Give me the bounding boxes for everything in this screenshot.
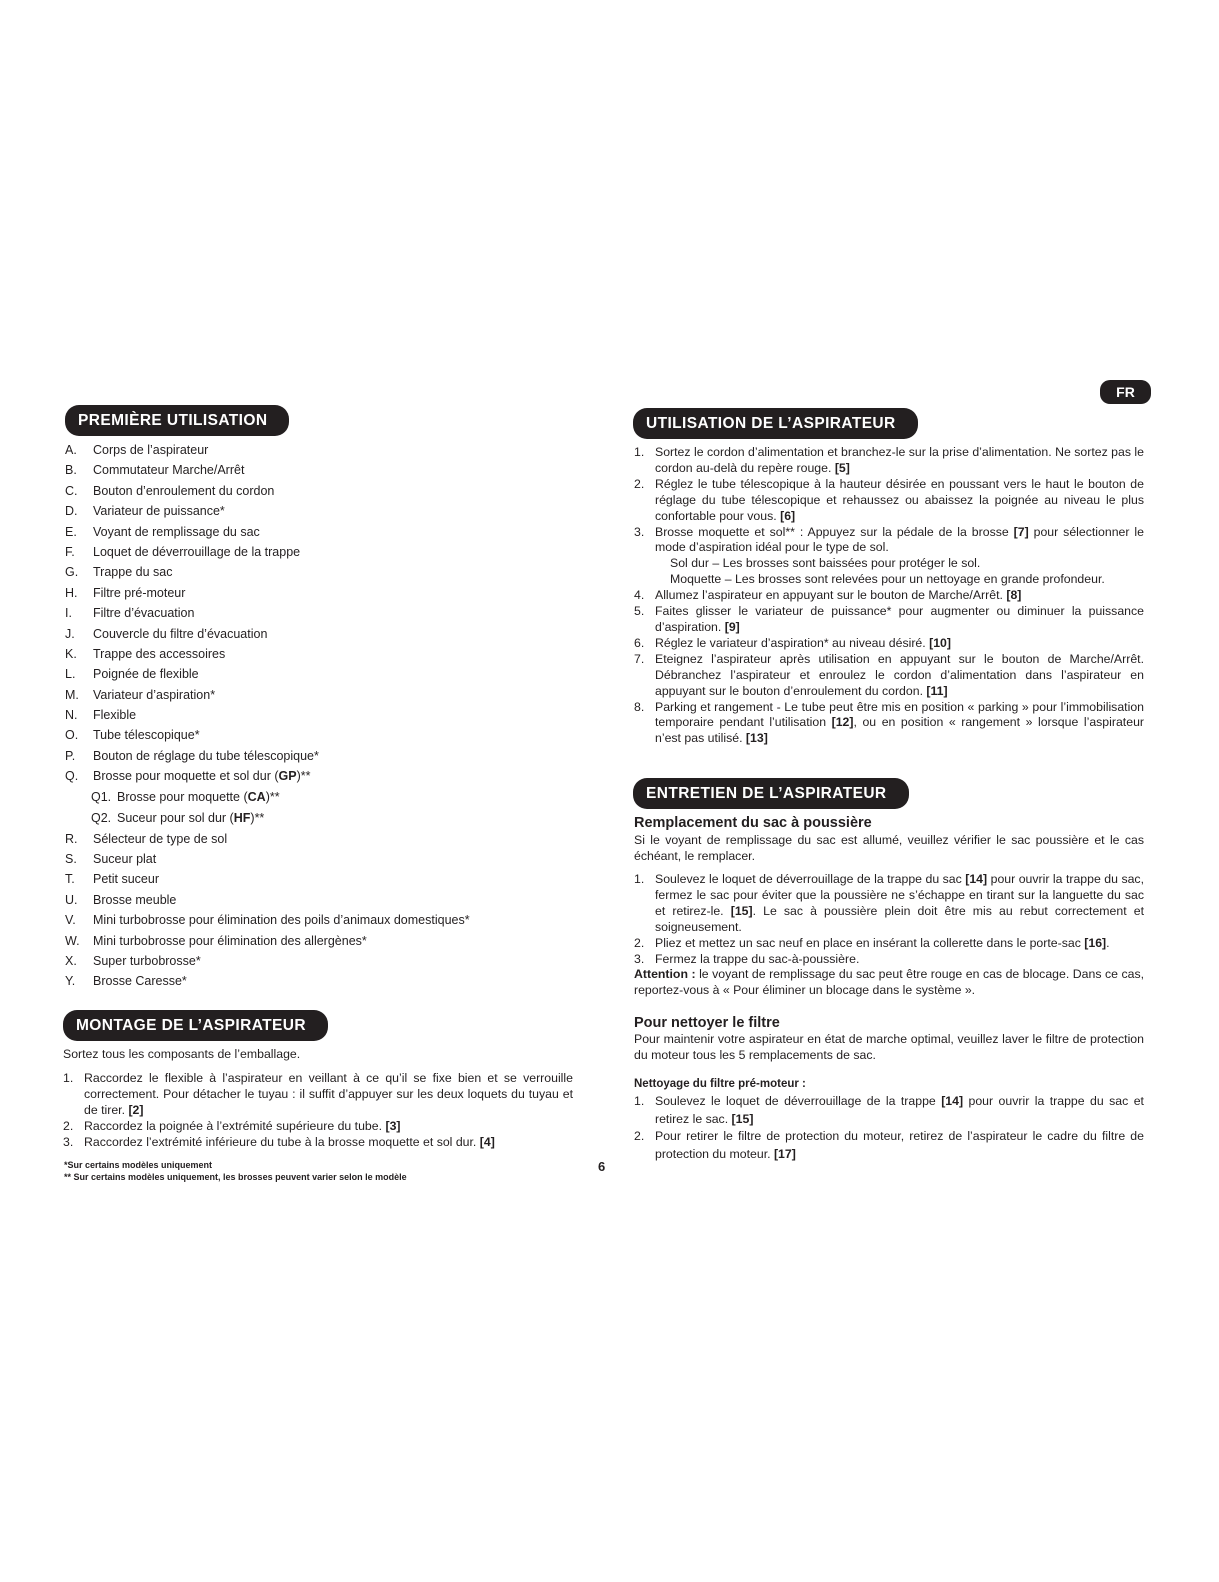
part-letter: I. [65, 606, 72, 621]
part-letter: Q1. [91, 789, 112, 804]
part-letter: N. [65, 708, 78, 723]
subheading-remplacement-sac: Remplacement du sac à poussière [634, 815, 872, 831]
part-label: Couvercle du filtre d’évacuation [93, 626, 268, 641]
floor-mode-hard: Sol dur – Les brosses sont baissées pour protéger le sol. [670, 556, 981, 571]
list-item: 2. Réglez le tube télescopique à la hauteur désirée en poussant vers le haut le bouton de réglage du tube télescopique et rehaussez ou abaissez la poignée au niveau le plus confortable pour vous. [6] [634, 476, 1144, 523]
part-letter: Q2. [91, 810, 112, 825]
part-label: Voyant de remplissage du sac [93, 524, 260, 539]
list-item [65, 830, 585, 850]
part-label: Suceur pour sol dur (HF)** [117, 810, 265, 825]
list-item: 3. Fermez la trappe du sac-à-poussière. [634, 951, 860, 966]
parts-list [65, 441, 585, 993]
list-item [65, 870, 585, 890]
part-label: Brosse pour moquette et sol dur (GP)** [93, 769, 311, 784]
montage-intro: Sortez tous les composants de l’emballage. [63, 1047, 301, 1061]
list-item [65, 706, 585, 726]
part-letter: W. [65, 933, 80, 948]
filtre-intro: Pour maintenir votre aspirateur en état de marche optimal, veuillez laver le filtre de protection du moteur tous les 5 remplacements de sac. [634, 1032, 1144, 1062]
part-label: Trappe des accessoires [93, 646, 226, 661]
list-item [65, 645, 585, 665]
part-letter: O. [65, 728, 79, 743]
part-label: Mini turbobrosse pour élimination des allergènes* [93, 933, 367, 948]
footnote: *Sur certains modèles uniquement [64, 1160, 213, 1170]
list-item [65, 972, 585, 992]
part-label: Filtre d’évacuation [93, 606, 195, 621]
part-label: Corps de l’aspirateur [93, 443, 209, 457]
list-item: 5. Faites glisser le variateur de puissance* pour augmenter ou diminuer la puissance d’aspiration. [9] [634, 604, 1144, 634]
section-heading-utilisation: UTILISATION DE L’ASPIRATEUR [633, 408, 918, 439]
part-label: Variateur de puissance* [93, 504, 225, 519]
part-label: Poignée de flexible [93, 667, 199, 682]
list-item [65, 747, 585, 767]
list-item: 3. Raccordez l’extrémité inférieure du tube à la brosse moquette et sol dur. [4] [63, 1134, 495, 1149]
part-letter: U. [65, 892, 78, 907]
page-number: 6 [598, 1159, 606, 1174]
list-item [65, 482, 585, 502]
list-item: 1. Soulevez le loquet de déverrouillage de la trappe [14] pour ouvrir la trappe du sac et retirez le sac. [15] [634, 1094, 1144, 1126]
utilisation-steps [634, 445, 1144, 747]
part-letter: Y. [65, 974, 76, 989]
part-letter: K. [65, 646, 77, 661]
list-item [65, 726, 585, 746]
language-tag: FR [1100, 380, 1151, 404]
nettoyage-steps [634, 1093, 1144, 1163]
part-letter: C. [65, 483, 78, 498]
part-label: Tube télescopique* [93, 728, 200, 743]
list-item [65, 809, 585, 830]
part-label: Filtre pré-moteur [93, 585, 186, 600]
list-item [65, 543, 585, 563]
list-item [65, 932, 585, 952]
part-label: Super turbobrosse* [93, 953, 201, 968]
part-label: Suceur plat [93, 852, 157, 867]
part-letter: Q. [65, 769, 79, 784]
part-label: Brosse pour moquette (CA)** [117, 789, 280, 804]
part-label: Mini turbobrosse pour élimination des poils d’animaux domestiques* [93, 913, 470, 928]
sac-steps [634, 872, 1144, 999]
list-item: 2. Pliez et mettez un sac neuf en place en insérant la collerette dans le porte-sac [16]. [634, 935, 1110, 950]
footnote: ** Sur certains modèles uniquement, les brosses peuvent varier selon le modèle [64, 1172, 407, 1182]
section-heading-entretien: ENTRETIEN DE L’ASPIRATEUR [633, 778, 909, 809]
list-item: 8. Parking et rangement - Le tube peut être mis en position « parking » pour l’immobilisation temporaire pendant l’utilisation [12], ou en position « rangement » lorsque l’aspirateur n’est pas utilisé. [13] [634, 699, 1144, 746]
list-item [65, 850, 585, 870]
list-item [65, 523, 585, 543]
list-item [65, 952, 585, 972]
part-label: Flexible [93, 708, 137, 723]
list-item: 4. Allumez l’aspirateur en appuyant sur le bouton de Marche/Arrêt. [8] [634, 588, 1022, 603]
list-item [65, 891, 585, 911]
list-item [65, 767, 585, 787]
part-label: Variateur d’aspiration* [93, 687, 216, 702]
list-item [65, 665, 585, 685]
part-letter: R. [65, 831, 78, 846]
list-item: 3. Brosse moquette et sol** : Appuyez sur la pédale de la brosse [7] pour sélectionner le mode d’aspiration idéal pour le type de sol. [634, 524, 1144, 555]
list-item: 7. Eteignez l’aspirateur après utilisation en appuyant sur le bouton de Marche/Arrêt. Débranchez l’aspirateur et enroulez le cordon d’alimentation dans l’aspirateur en appuyant sur le bouton d’enroulement du cordon. [11] [634, 651, 1144, 698]
list-item [65, 461, 585, 481]
part-label: Brosse meuble [93, 892, 177, 907]
list-item [65, 911, 585, 931]
part-letter: M. [65, 687, 79, 702]
part-label: Sélecteur de type de sol [93, 831, 228, 846]
list-item [65, 441, 585, 461]
section-heading-premiere-utilisation: PREMIÈRE UTILISATION [65, 405, 289, 436]
part-letter: D. [65, 504, 78, 519]
nettoyage-label: Nettoyage du filtre pré-moteur : [634, 1078, 806, 1090]
list-item: 6. Réglez le variateur d’aspiration* au niveau désiré. [10] [634, 635, 951, 650]
list-item [65, 502, 585, 522]
part-letter: H. [65, 585, 78, 600]
part-label: Brosse Caresse* [93, 974, 187, 989]
list-item: 1. Soulevez le loquet de déverrouillage de la trappe du sac [14] pour ouvrir la trappe du sac, fermez le sac pour éviter que la poussière ne s’échappe en tirant sur la languette du sac et retirez-le. [15]. Le sac à poussière plein doit être mis au rebut correctement et soigneusement. [634, 872, 1145, 934]
montage-steps [63, 1071, 573, 1151]
list-item [65, 788, 585, 809]
part-letter: E. [65, 524, 77, 539]
subheading-nettoyer-filtre: Pour nettoyer le filtre [634, 1015, 780, 1031]
part-letter: V. [65, 913, 76, 928]
part-letter: G. [65, 565, 79, 580]
section-heading-montage: MONTAGE DE L’ASPIRATEUR [63, 1010, 328, 1041]
part-letter: X. [65, 953, 77, 968]
part-label: Loquet de déverrouillage de la trappe [93, 544, 301, 559]
part-label: Petit suceur [93, 872, 160, 887]
list-item [65, 604, 585, 624]
part-label: Bouton de réglage du tube télescopique* [93, 748, 319, 763]
floor-mode-carpet: Moquette – Les brosses sont relevées pour un nettoyage en grande profondeur. [670, 572, 1105, 587]
list-item: 2. Pour retirer le filtre de protection du moteur, retirez de l’aspirateur le cadre du filtre de protection du moteur. [17] [634, 1129, 1144, 1161]
part-letter: B. [65, 463, 77, 478]
list-item [65, 584, 585, 604]
part-letter: J. [65, 626, 75, 641]
part-letter: A. [65, 443, 77, 457]
part-letter: T. [65, 872, 75, 887]
part-letter: L. [65, 667, 76, 682]
list-item: 1. Raccordez le flexible à l’aspirateur en veillant à ce qu’il se fixe bien et se verrouille correctement. Pour détacher le tuyau : il suffit d’appuyer sur les deux loquets du tuyau et de tirer. [2] [63, 1071, 573, 1117]
list-item [65, 625, 585, 645]
part-letter: F. [65, 544, 75, 559]
sac-intro: Si le voyant de remplissage du sac est allumé, veuillez vérifier le sac poussière et le cas échéant, le remplacer. [634, 833, 1144, 863]
list-item [65, 563, 585, 583]
attention-note: Attention : le voyant de remplissage du sac peut être rouge en cas de blocage. Dans ce cas, reportez-vous à « Pour éliminer un blocage dans le système ». [634, 967, 1145, 998]
list-item: 2. Raccordez la poignée à l’extrémité supérieure du tube. [3] [63, 1118, 401, 1133]
part-label: Commutateur Marche/Arrêt [93, 463, 245, 478]
list-item: 1. Sortez le cordon d’alimentation et branchez-le sur la prise d’alimentation. Ne sortez pas le cordon au-delà du repère rouge. [5] [634, 445, 1144, 475]
part-letter: S. [65, 852, 77, 867]
part-letter: P. [65, 748, 76, 763]
part-label: Trappe du sac [93, 565, 173, 580]
part-label: Bouton d’enroulement du cordon [93, 483, 275, 498]
list-item [65, 686, 585, 706]
